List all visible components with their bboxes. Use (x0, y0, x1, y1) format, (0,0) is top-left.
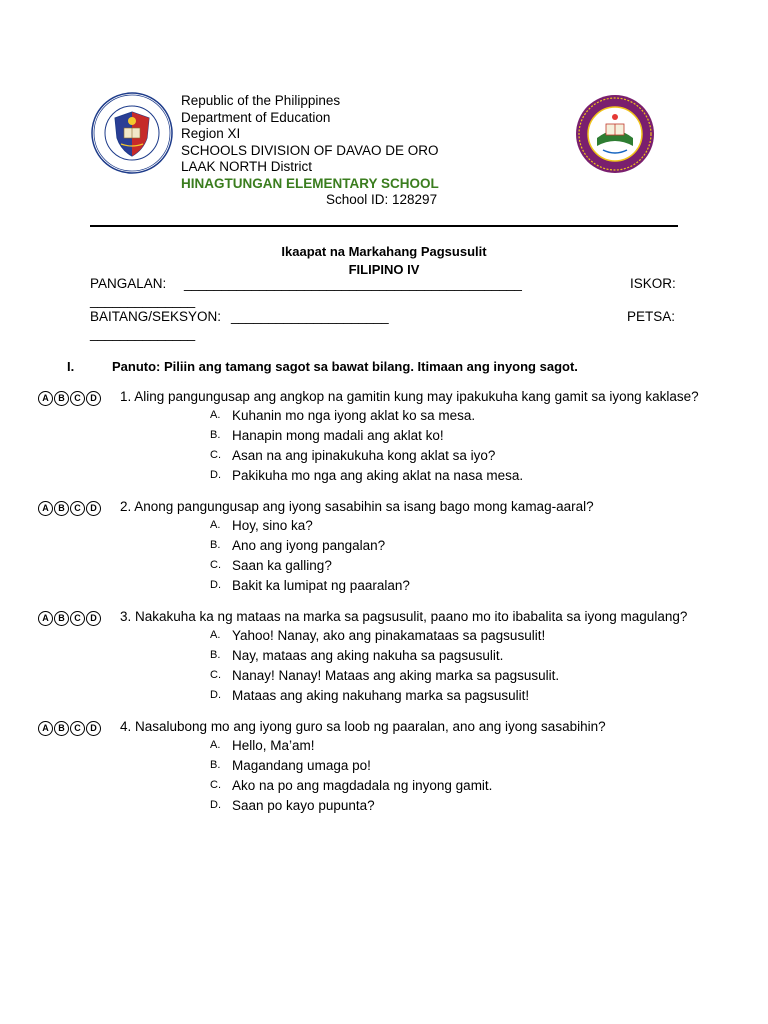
choice-letter: C. (210, 779, 221, 791)
choice-c (210, 665, 559, 685)
school-name: HINAGTUNGAN ELEMENTARY SCHOOL (181, 175, 439, 191)
choice-text: Hello, Ma’am! (232, 737, 315, 753)
choice-letter: A. (210, 739, 221, 751)
choice-text: Yahoo! Nanay, ako ang pinakamataas sa pagsusulit! (232, 627, 546, 643)
score-label: ISKOR: (630, 276, 676, 291)
choice-letter: D. (210, 799, 221, 811)
choice-list (210, 515, 410, 595)
school-header (181, 93, 439, 209)
question-text: 1. Aling pangungusap ang angkop na gamitin kung may ipakukuha kang gamit sa iyong kaklase? (120, 389, 699, 404)
choice-a (210, 735, 492, 755)
question-text: 2. Anong pangungusap ang iyong sasabihin sa isang bago mong kamag-aaral? (120, 499, 594, 514)
bubble-c[interactable]: C (70, 721, 85, 736)
choice-letter: C. (210, 559, 221, 571)
bubble-a[interactable]: A (38, 611, 53, 626)
bubble-d[interactable]: D (86, 501, 101, 516)
bubble-d[interactable]: D (86, 721, 101, 736)
bubble-d[interactable]: D (86, 391, 101, 406)
answer-bubbles (38, 501, 101, 516)
name-label: PANGALAN: (90, 276, 167, 291)
choice-a (210, 515, 410, 535)
choice-text: Bakit ka lumipat ng paaralan? (232, 577, 410, 593)
grade-section-blank[interactable]: _____________________ (231, 309, 389, 324)
bubble-c[interactable]: C (70, 611, 85, 626)
question-text: 4. Nasalubong mo ang iyong guro sa loob ng paaralan, ano ang iyong sasabihin? (120, 719, 606, 734)
header-line-department: Department of Education (181, 109, 331, 125)
exam-title: Ikaapat na Markahang Pagsusulit (281, 244, 487, 259)
date-label: PETSA: (627, 309, 676, 324)
header-line-division: SCHOOLS DIVISION OF DAVAO DE ORO (181, 142, 439, 158)
choice-list (210, 625, 559, 705)
choice-c (210, 445, 523, 465)
choice-letter: A. (210, 409, 221, 421)
name-blank[interactable]: _____________________________________________ (184, 276, 522, 291)
deped-seal-logo (91, 92, 173, 174)
choice-text: Nay, mataas ang aking nakuha sa pagsusulit. (232, 647, 504, 663)
choice-letter: C. (210, 449, 221, 461)
header-divider (90, 225, 678, 227)
choice-c (210, 775, 492, 795)
choice-b (210, 755, 492, 775)
choice-text: Kuhanin mo nga iyong aklat ko sa mesa. (232, 407, 476, 423)
choice-text: Saan po kayo pupunta? (232, 797, 375, 813)
bubble-a[interactable]: A (38, 721, 53, 736)
date-blank[interactable]: ______________ (90, 326, 196, 341)
answer-bubbles (38, 721, 101, 736)
question-text: 3. Nakakuha ka ng mataas na marka sa pagsusulit, paano mo ito ibabalita sa iyong magulang? (120, 609, 688, 624)
bubble-b[interactable]: B (54, 611, 69, 626)
answer-bubbles (38, 611, 101, 626)
section-numeral: I. (67, 359, 75, 374)
choice-d (210, 575, 410, 595)
choice-b (210, 425, 523, 445)
choice-text: Mataas ang aking nakuhang marka sa pagsusulit! (232, 687, 530, 703)
score-blank[interactable]: ______________ (90, 293, 196, 308)
choice-letter: D. (210, 689, 221, 701)
choice-list (210, 405, 523, 485)
bubble-d[interactable]: D (86, 611, 101, 626)
choice-letter: B. (210, 539, 221, 551)
school-id: School ID: 128297 (326, 192, 438, 207)
choice-d (210, 685, 559, 705)
choice-letter: A. (210, 629, 221, 641)
choice-text: Hoy, sino ka? (232, 517, 313, 533)
instructions-text: Panuto: Piliin ang tamang sagot sa bawat bilang. Itimaan ang inyong sagot. (112, 359, 578, 374)
choice-letter: C. (210, 669, 221, 681)
bubble-c[interactable]: C (70, 501, 85, 516)
answer-bubbles (38, 391, 101, 406)
choice-text: Saan ka galling? (232, 557, 332, 573)
choice-text: Pakikuha mo nga ang aking aklat na nasa mesa. (232, 467, 524, 483)
choice-text: Ako na po ang magdadala ng inyong gamit. (232, 777, 493, 793)
choice-a (210, 405, 523, 425)
grade-section-label: BAITANG/SEKSYON: (90, 309, 222, 324)
header-line-republic: Republic of the Philippines (181, 93, 341, 108)
choice-c (210, 555, 410, 575)
school-seal-logo (575, 94, 655, 174)
bubble-a[interactable]: A (38, 501, 53, 516)
choice-letter: B. (210, 429, 221, 441)
choice-b (210, 535, 410, 555)
choice-text: Asan na ang ipinakukuha kong aklat sa iyo? (232, 447, 496, 463)
choice-text: Hanapin mong madali ang aklat ko! (232, 427, 444, 443)
choice-text: Magandang umaga po! (232, 757, 371, 773)
choice-letter: D. (210, 579, 221, 591)
choice-d (210, 465, 523, 485)
choice-a (210, 625, 559, 645)
bubble-b[interactable]: B (54, 721, 69, 736)
choice-text: Nanay! Nanay! Mataas ang aking marka sa pagsusulit. (232, 667, 560, 683)
choice-letter: A. (210, 519, 221, 531)
choice-letter: B. (210, 759, 221, 771)
choice-b (210, 645, 559, 665)
choice-d (210, 795, 492, 815)
bubble-b[interactable]: B (54, 391, 69, 406)
exam-subject: FILIPINO IV (348, 262, 420, 277)
choice-letter: D. (210, 469, 221, 481)
choice-letter: B. (210, 649, 221, 661)
bubble-b[interactable]: B (54, 501, 69, 516)
bubble-a[interactable]: A (38, 391, 53, 406)
header-line-district: LAAK NORTH District (181, 159, 313, 174)
choice-text: Ano ang iyong pangalan? (232, 537, 386, 553)
bubble-c[interactable]: C (70, 391, 85, 406)
choice-list (210, 735, 492, 815)
header-line-region: Region XI (181, 126, 241, 141)
